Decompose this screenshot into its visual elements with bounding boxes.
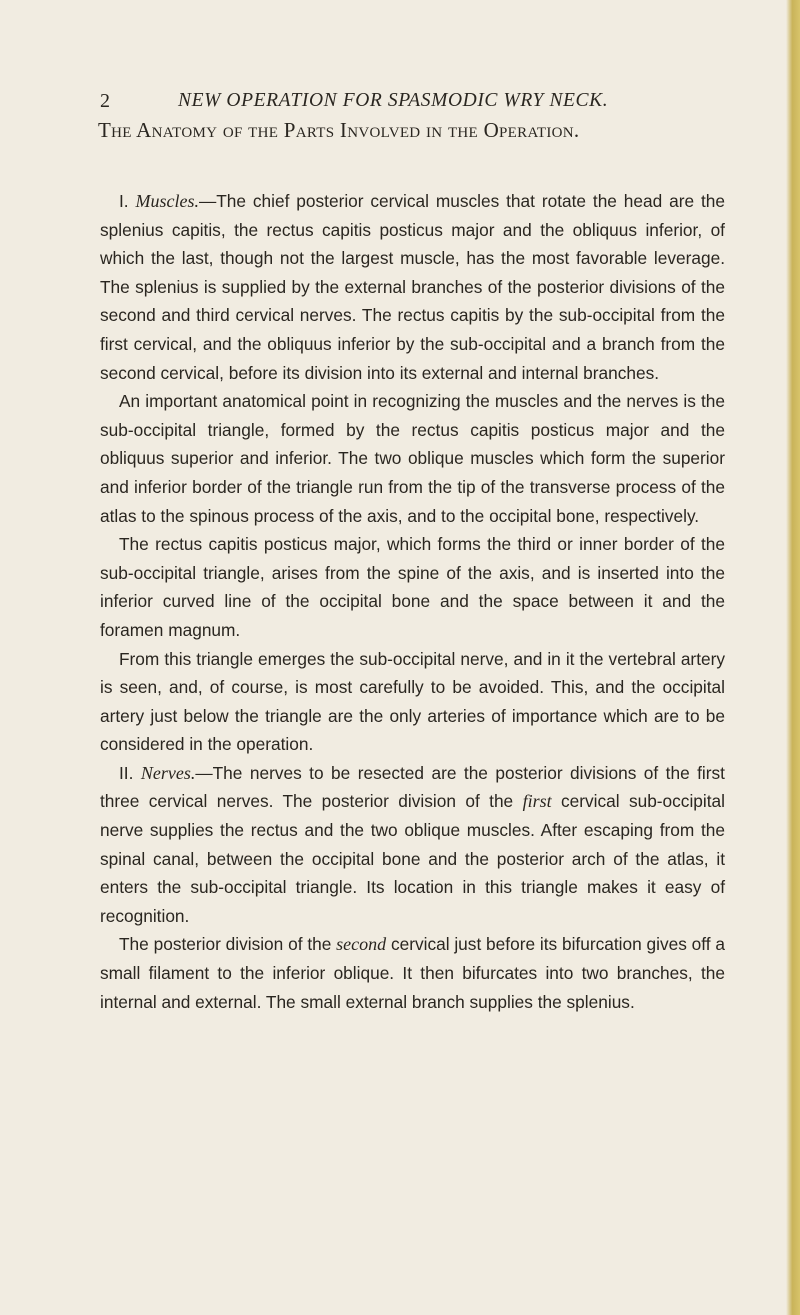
nerves-text-b: cervical sub-occipital nerve supplies the rectus and the two oblique muscles. After escaping from the spinal canal, between the occipital bone and the posterior arch of the atlas, it enters the sub-occipital triangle. Its location in this triangle makes it easy of recognition.	[100, 791, 725, 926]
emphasis-first: first	[522, 791, 552, 812]
paragraph-rectus-capitis: The rectus capitis posticus major, which forms the third or inner border of the sub-occipital triangle, arises from the spine of the axis, and is inserted into the inferior curved line of the occipital bone and the space between it and the foramen magnum.	[100, 534, 725, 640]
section-heading: The Anatomy of the Parts Involved in the Operation.	[98, 118, 580, 142]
page-number: 2	[100, 90, 110, 112]
body-text	[100, 187, 725, 1016]
muscles-label: Muscles.	[135, 191, 199, 211]
muscles-text: —The chief posterior cervical muscles that rotate the head are the splenius capitis, the rectus capitis posticus major and the obliquus inferior, of which the last, though not the largest muscle, has the most favorable leverage. The splenius is supplied by the external branches of the posterior divisions of the second and third cervical nerves. The rectus capitis by the sub-occipital from the first cervical, and the obliquus inferior by the sub-occipital and a branch from the second cervical, before its division into its external and internal branches.	[100, 191, 725, 383]
nerves-text-a: —The nerves to be resected are the posterior divisions of the first three cervical nerves. The posterior division of the	[100, 762, 725, 812]
paragraph-second-cervical	[100, 930, 725, 1016]
section-number-2: II.	[119, 762, 141, 783]
paragraph-nerves	[100, 759, 725, 931]
second-text-b: cervical just before its bifurcation gives off a small filament to the inferior oblique. It then bifurcates into two branches, the internal and external. The small external branch supplies the splenius.	[100, 934, 725, 1012]
section-number-1: I.	[119, 191, 136, 211]
emphasis-second: second	[336, 934, 387, 955]
page-edge-shadow	[786, 0, 800, 1315]
nerves-label: Nerves.	[140, 762, 196, 783]
paragraph-triangle-contents: From this triangle emerges the sub-occipital nerve, and in it the vertebral artery is seen, and, of course, is most carefully to be avoided. This, and the occipital artery just below the triangle are the only arteries of importance which are to be considered in the operation.	[100, 648, 725, 755]
second-text-a: The posterior division of the	[119, 934, 337, 955]
running-title: NEW OPERATION FOR SPASMODIC WRY NECK.	[178, 90, 609, 111]
page-header	[100, 90, 720, 114]
paragraph-muscles	[100, 187, 725, 387]
paragraph-suboccipital-triangle: An important anatomical point in recognizing the muscles and the nerves is the sub-occipital triangle, formed by the rectus capitis posticus major and the obliquus superior and inferior. The two oblique muscles which form the superior and inferior border of the triangle run from the tip of the transverse process of the atlas to the spinous process of the axis, and to the occipital bone, respectively.	[100, 391, 725, 526]
